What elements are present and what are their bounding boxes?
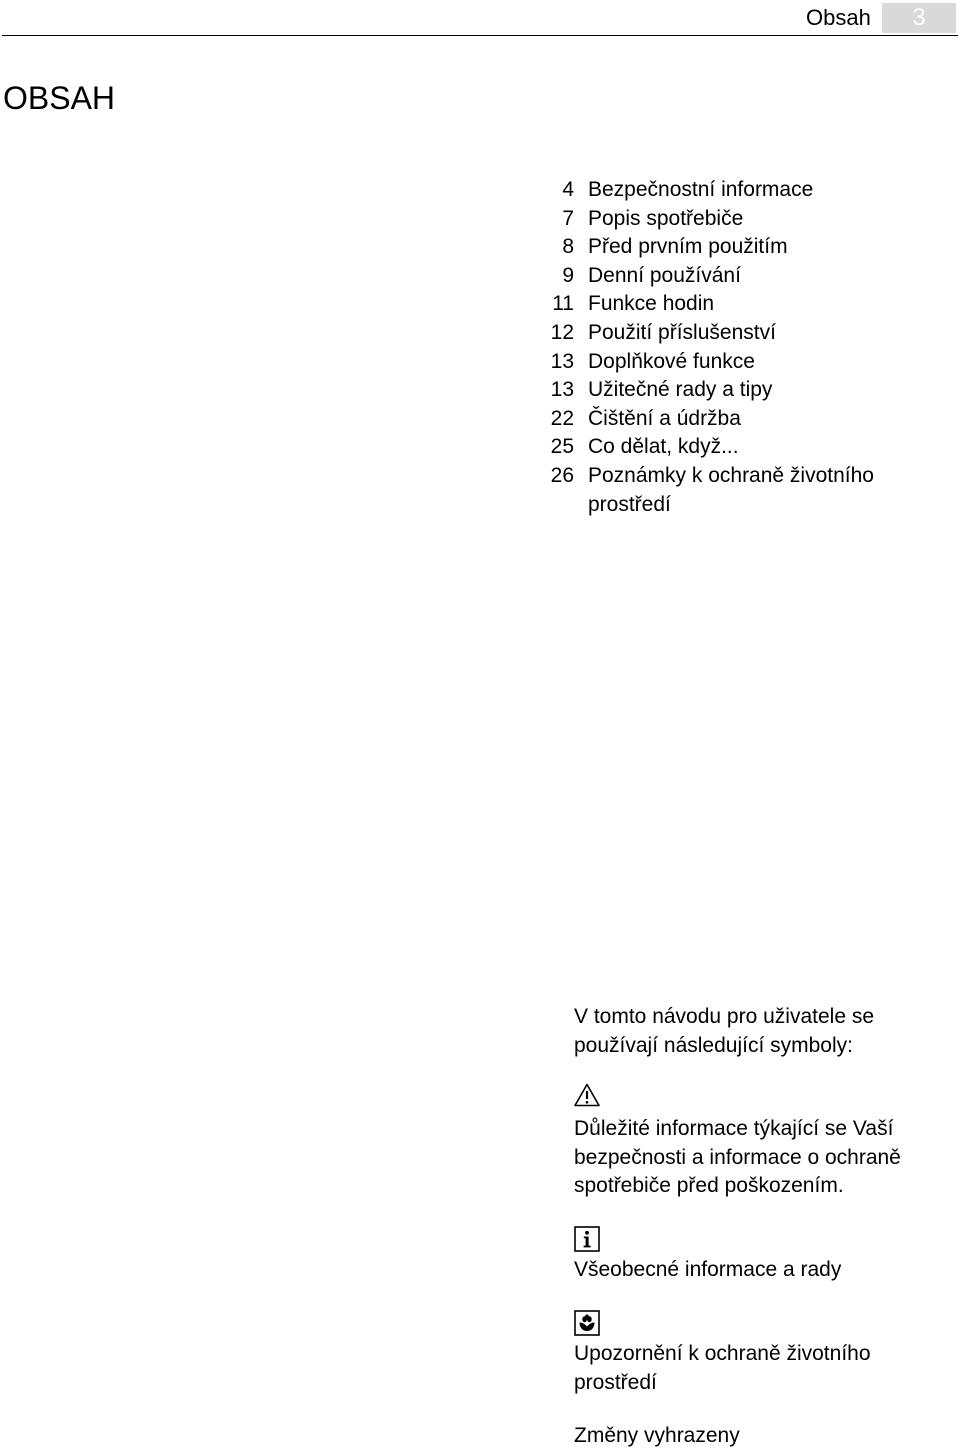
toc-page: 26 (550, 463, 574, 487)
toc-entry[interactable] (520, 319, 940, 348)
toc-entry[interactable] (520, 462, 940, 519)
toc-entry[interactable] (520, 405, 940, 434)
toc-entry[interactable] (520, 348, 940, 377)
legend-safety-text: Důležité informace týkající se Vaší bezpečnosti a informace o ochraně spotřebiče před poškozením. (574, 1117, 901, 1198)
toc-page: 4 (562, 178, 574, 201)
toc-title: Doplňkové funkce (588, 349, 755, 373)
legend-intro: V tomto návodu pro uživatele se používají následující symboly: (574, 1005, 875, 1057)
toc-page: 13 (550, 378, 574, 402)
toc-entry[interactable] (520, 176, 940, 205)
toc-page: 9 (562, 263, 574, 287)
toc-title: Čištění a údržba (588, 406, 741, 430)
toc-entry[interactable] (520, 262, 940, 291)
toc-page: 8 (562, 235, 574, 259)
toc-title: Denní používání (588, 263, 741, 287)
toc-page: 22 (550, 406, 574, 430)
toc-page: 7 (562, 206, 574, 230)
toc-page: 12 (550, 320, 574, 344)
warning-triangle-icon (574, 1083, 600, 1116)
toc-title: Použití příslušenství (588, 320, 776, 344)
toc-entry[interactable] (520, 205, 940, 234)
toc-entry[interactable] (520, 376, 940, 405)
toc-title: Funkce hodin (588, 292, 715, 316)
toc-entry[interactable] (520, 433, 940, 462)
toc-title: Bezpečnostní informace (588, 178, 814, 201)
toc-page: 13 (550, 349, 574, 373)
toc-page: 11 (552, 292, 574, 316)
changes-reserved-note: Změny vyhrazeny (574, 1424, 740, 1447)
toc-title: Užitečné rady a tipy (588, 378, 773, 402)
header-rule (2, 35, 958, 36)
toc-entry[interactable] (520, 233, 940, 262)
toc-page: 25 (550, 435, 574, 459)
toc-title: Co dělat, když... (588, 435, 739, 459)
page-number: 3 (912, 4, 926, 31)
header-section-label: Obsah (806, 5, 871, 30)
legend-environment-text: Upozornění k ochraně životního prostředí (574, 1342, 871, 1394)
toc-title: Před prvním použitím (588, 235, 788, 259)
legend-info-text: Všeobecné informace a rady (574, 1258, 842, 1281)
toc-entry[interactable] (520, 290, 940, 319)
toc-title: Poznámky k ochraně životního prostředí (588, 463, 874, 516)
table-of-contents (520, 176, 940, 519)
page-title: OBSAH (3, 80, 116, 116)
toc-title: Popis spotřebiče (588, 206, 744, 230)
page-number-box (882, 3, 956, 33)
